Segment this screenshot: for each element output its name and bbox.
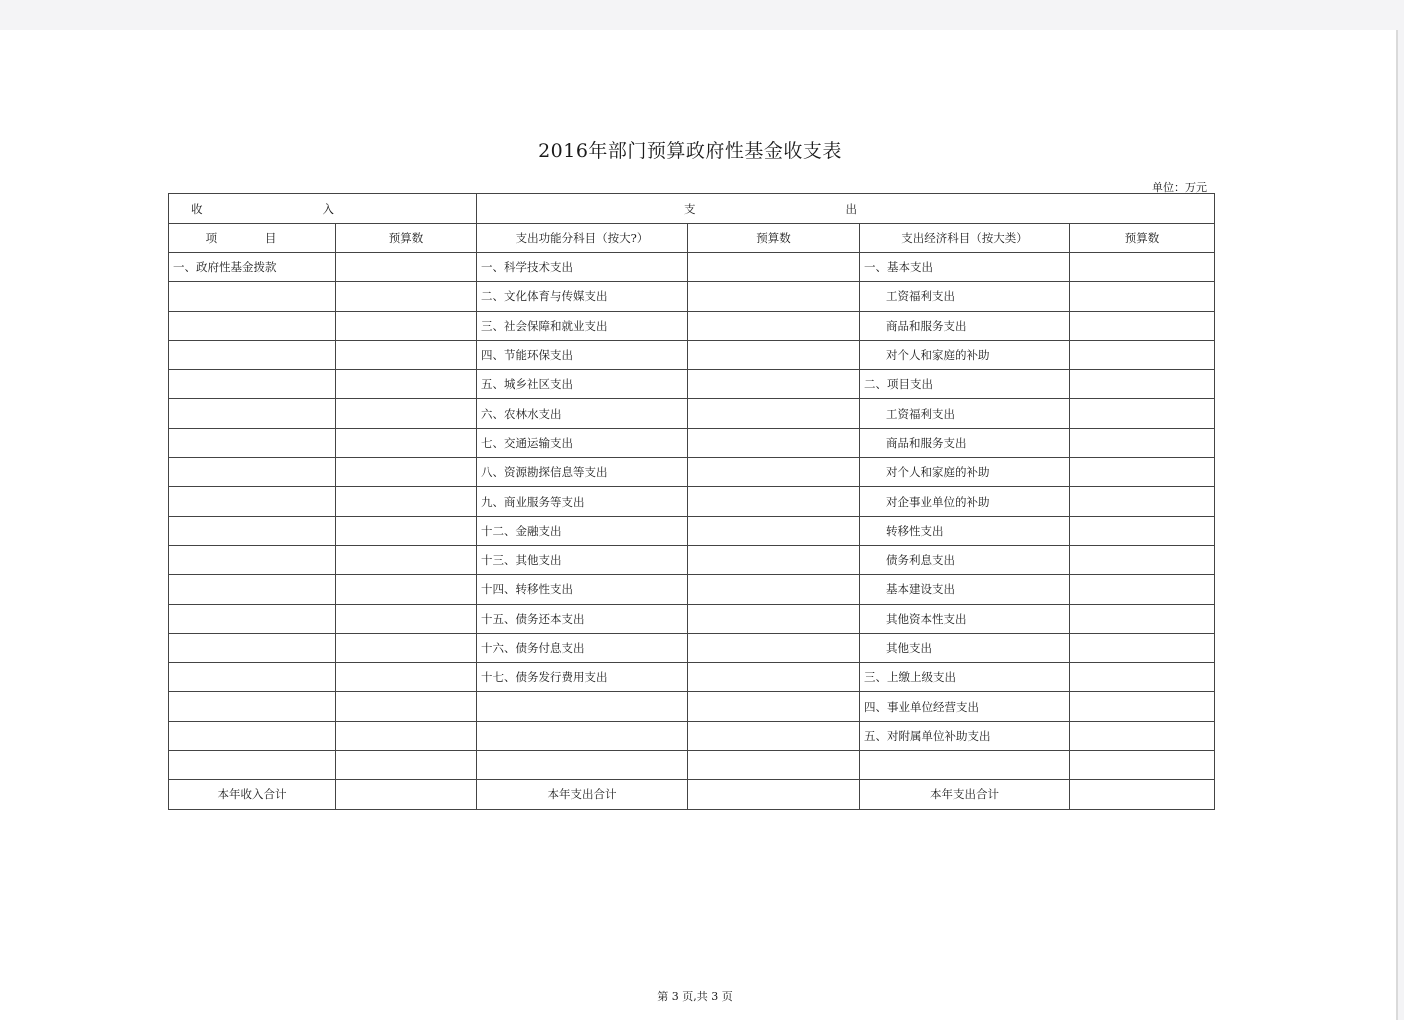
func-total-label: 本年支出合计	[477, 780, 688, 809]
econ-item-cell: 四、事业单位经营支出	[860, 692, 1070, 721]
income-budget-cell	[336, 721, 477, 750]
func-budget-cell	[688, 340, 860, 369]
econ-budget-cell	[1070, 487, 1215, 516]
econ-budget-cell	[1070, 340, 1215, 369]
income-budget-cell	[336, 487, 477, 516]
income-item-cell	[169, 516, 336, 545]
econ-budget-cell	[1070, 311, 1215, 340]
func-budget-cell	[688, 458, 860, 487]
income-budget-cell	[336, 253, 477, 282]
econ-item-cell: 二、项目支出	[860, 370, 1070, 399]
income-budget-cell	[336, 282, 477, 311]
budget-header-2: 预算数	[688, 224, 860, 253]
table-row	[169, 751, 1215, 780]
func-budget-cell	[688, 282, 860, 311]
func-item-cell: 十五、债务还本支出	[477, 604, 688, 633]
func-item-cell: 九、商业服务等支出	[477, 487, 688, 516]
func-budget-cell	[688, 575, 860, 604]
unit-label: 单位：万元	[1152, 181, 1207, 194]
func-budget-cell	[688, 663, 860, 692]
func-item-cell: 十二、金融支出	[477, 516, 688, 545]
income-budget-cell	[336, 340, 477, 369]
income-budget-cell	[336, 692, 477, 721]
income-item-cell	[169, 428, 336, 457]
func-class-header: 支出功能分科目（按大?）	[477, 224, 688, 253]
table-row	[169, 663, 1215, 692]
table-row	[169, 340, 1215, 369]
econ-item-cell: 对企事业单位的补助	[860, 487, 1070, 516]
func-budget-cell	[688, 253, 860, 282]
econ-item-cell: 对个人和家庭的补助	[860, 340, 1070, 369]
table-row	[169, 604, 1215, 633]
econ-item-cell: 一、基本支出	[860, 253, 1070, 282]
income-item-cell	[169, 751, 336, 780]
econ-item-cell: 其他资本性支出	[860, 604, 1070, 633]
table-row	[169, 575, 1215, 604]
func-budget-cell	[688, 692, 860, 721]
income-item-cell	[169, 633, 336, 662]
income-item-cell: 一、政府性基金拨款	[169, 253, 336, 282]
econ-budget-cell	[1070, 575, 1215, 604]
func-budget-cell	[688, 545, 860, 574]
income-budget-cell	[336, 751, 477, 780]
income-budget-cell	[336, 663, 477, 692]
func-budget-cell	[688, 751, 860, 780]
func-budget-cell	[688, 487, 860, 516]
econ-budget-cell	[1070, 516, 1215, 545]
income-item-cell	[169, 458, 336, 487]
table-row	[169, 545, 1215, 574]
income-budget-cell	[336, 311, 477, 340]
func-budget-cell	[688, 370, 860, 399]
table-row	[169, 428, 1215, 457]
func-budget-cell	[688, 633, 860, 662]
income-budget-cell	[336, 575, 477, 604]
income-budget-cell	[336, 428, 477, 457]
budget-header-1: 预算数	[336, 224, 477, 253]
table-row	[169, 370, 1215, 399]
income-item-cell	[169, 370, 336, 399]
econ-budget-cell	[1070, 604, 1215, 633]
income-item-cell	[169, 604, 336, 633]
income-item-cell	[169, 487, 336, 516]
func-item-cell: 六、农林水支出	[477, 399, 688, 428]
income-budget-cell	[336, 545, 477, 574]
column-header-row	[169, 224, 1215, 253]
func-budget-cell	[688, 721, 860, 750]
econ-total-label: 本年支出合计	[860, 780, 1070, 809]
econ-budget-cell	[1070, 692, 1215, 721]
page-footer: 第 3 页,共 3 页	[657, 990, 733, 1003]
table-row	[169, 282, 1215, 311]
econ-class-header: 支出经济科目（按大类）	[860, 224, 1070, 253]
income-budget-cell	[336, 633, 477, 662]
group-header-row	[169, 194, 1215, 224]
econ-item-cell: 其他支出	[860, 633, 1070, 662]
econ-budget-cell	[1070, 399, 1215, 428]
econ-item-cell: 债务利息支出	[860, 545, 1070, 574]
econ-budget-cell	[1070, 282, 1215, 311]
income-budget-cell	[336, 370, 477, 399]
econ-budget-cell	[1070, 721, 1215, 750]
func-item-cell: 十四、转移性支出	[477, 575, 688, 604]
income-item-cell	[169, 575, 336, 604]
table-body	[169, 253, 1215, 780]
func-item-cell: 七、交通运输支出	[477, 428, 688, 457]
econ-item-cell: 商品和服务支出	[860, 311, 1070, 340]
func-item-cell: 八、资源勘探信息等支出	[477, 458, 688, 487]
table-row	[169, 721, 1215, 750]
econ-budget-cell	[1070, 545, 1215, 574]
income-item-cell	[169, 311, 336, 340]
func-item-cell: 二、文化体育与传媒支出	[477, 282, 688, 311]
income-item-cell	[169, 721, 336, 750]
income-item-cell	[169, 282, 336, 311]
income-budget-cell	[336, 516, 477, 545]
econ-budget-cell	[1070, 458, 1215, 487]
econ-item-cell: 工资福利支出	[860, 399, 1070, 428]
func-item-cell	[477, 721, 688, 750]
func-item-cell: 十七、债务发行费用支出	[477, 663, 688, 692]
econ-budget-cell	[1070, 751, 1215, 780]
econ-item-cell	[860, 751, 1070, 780]
func-total-value	[688, 780, 860, 809]
income-group-header: 收入	[169, 194, 477, 224]
econ-budget-cell	[1070, 370, 1215, 399]
income-total-value	[336, 780, 477, 809]
income-item-cell	[169, 692, 336, 721]
econ-item-cell: 工资福利支出	[860, 282, 1070, 311]
table-row	[169, 253, 1215, 282]
econ-budget-cell	[1070, 633, 1215, 662]
table-row	[169, 633, 1215, 662]
econ-budget-cell	[1070, 253, 1215, 282]
table-row	[169, 487, 1215, 516]
econ-item-cell: 基本建设支出	[860, 575, 1070, 604]
income-item-cell	[169, 663, 336, 692]
func-budget-cell	[688, 311, 860, 340]
expense-group-header: 支出	[477, 194, 1215, 224]
econ-item-cell: 转移性支出	[860, 516, 1070, 545]
income-item-cell	[169, 340, 336, 369]
page-title: 2016年部门预算政府性基金收支表	[538, 140, 842, 162]
func-budget-cell	[688, 428, 860, 457]
item-header: 项 目	[169, 224, 336, 253]
func-item-cell	[477, 751, 688, 780]
table-row	[169, 311, 1215, 340]
table-row	[169, 516, 1215, 545]
income-total-label: 本年收入合计	[169, 780, 336, 809]
econ-budget-cell	[1070, 663, 1215, 692]
budget-header-3: 预算数	[1070, 224, 1215, 253]
income-budget-cell	[336, 399, 477, 428]
econ-item-cell: 三、上缴上级支出	[860, 663, 1070, 692]
func-item-cell: 四、节能环保支出	[477, 340, 688, 369]
income-budget-cell	[336, 604, 477, 633]
income-item-cell	[169, 545, 336, 574]
totals-row	[169, 780, 1215, 809]
econ-item-cell: 商品和服务支出	[860, 428, 1070, 457]
econ-item-cell: 对个人和家庭的补助	[860, 458, 1070, 487]
econ-item-cell: 五、对附属单位补助支出	[860, 721, 1070, 750]
income-budget-cell	[336, 458, 477, 487]
func-budget-cell	[688, 516, 860, 545]
table-row	[169, 458, 1215, 487]
func-item-cell: 十六、债务付息支出	[477, 633, 688, 662]
budget-table	[168, 193, 1215, 810]
income-item-cell	[169, 399, 336, 428]
func-budget-cell	[688, 399, 860, 428]
func-budget-cell	[688, 604, 860, 633]
table-row	[169, 692, 1215, 721]
func-item-cell: 十三、其他支出	[477, 545, 688, 574]
econ-total-value	[1070, 780, 1215, 809]
func-item-cell: 五、城乡社区支出	[477, 370, 688, 399]
func-item-cell	[477, 692, 688, 721]
func-item-cell: 三、社会保障和就业支出	[477, 311, 688, 340]
econ-budget-cell	[1070, 428, 1215, 457]
table-row	[169, 399, 1215, 428]
func-item-cell: 一、科学技术支出	[477, 253, 688, 282]
